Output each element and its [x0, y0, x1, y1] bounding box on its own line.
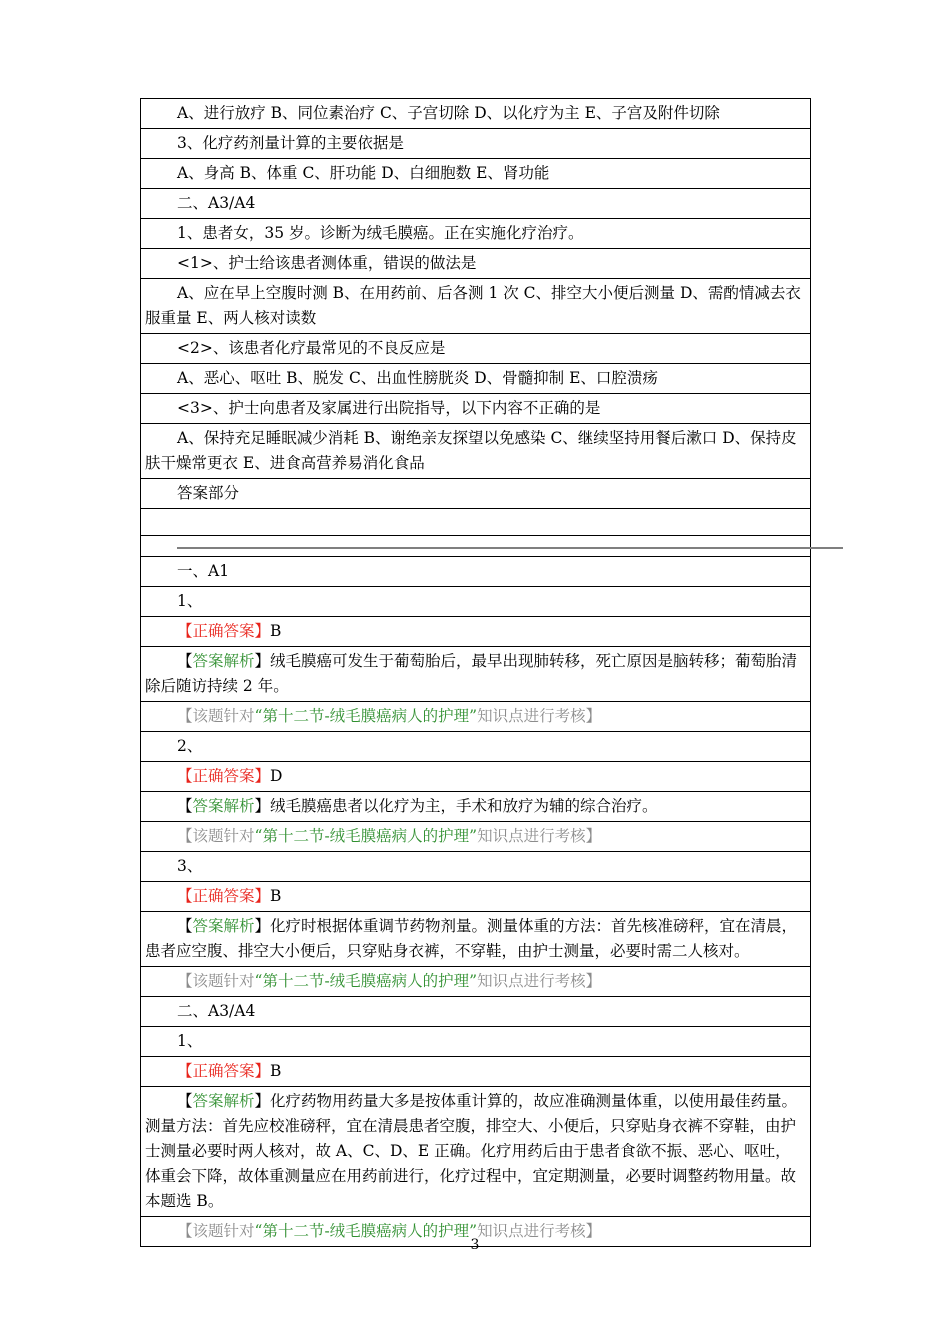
knowledge-point-note — [141, 822, 811, 852]
correct-answer-value: D — [270, 767, 283, 785]
note-prefix: 【该题针对 — [177, 972, 255, 990]
analysis-text: 化疗时根据体重调节药物剂量。测量体重的方法：首先核准磅秤，宜在清晨，患者应空腹、排空大小便后，只穿贴身衣裤，不穿鞋，由护士测量，必要时需二人核对。 — [145, 917, 798, 960]
bracket: 【 — [177, 917, 193, 935]
question-row: A、身高 B、体重 C、肝功能 D、白细胞数 E、肾功能 — [141, 159, 811, 189]
correct-answer-value: B — [270, 887, 282, 905]
note-topic: “第十二节-绒毛膜癌病人的护理” — [254, 972, 478, 990]
analysis-label: 答案解析 — [192, 1092, 255, 1110]
section-heading-a3a4: 二、A3/A4 — [141, 997, 811, 1027]
question-row: <3>、护士向患者及家属进行出院指导，以下内容不正确的是 — [141, 394, 811, 424]
document-table-container — [140, 98, 811, 1247]
bracket: 】 — [254, 1092, 271, 1110]
correct-answer-label: 【正确答案】 — [177, 622, 271, 640]
section-heading-a1: 一、A1 — [141, 557, 811, 587]
analysis-label: 答案解析 — [192, 797, 255, 815]
analysis-text: 化疗药物用药量大多是按体重计算的，故应准确测量体重，以使用最佳药量。测量方法：首先应校准磅秤，宜在清晨患者空腹，排空大、小便后，只穿贴身衣裤不穿鞋，由护士测量必要时两人核对，故 A、C、D、E 正确。化疗用药后由于患者食欲不振、恶心、呕吐，体重会下降，故体重测量应在用药前进行，化疗过程中，宜定期测量，必要时调整药物用量。故本题选 B。 — [145, 1092, 798, 1210]
analysis-text: 绒毛膜癌可发生于葡萄胎后，最早出现肺转移，死亡原因是脑转移；葡萄胎清除后随访持续 2 年。 — [145, 652, 798, 695]
horizontal-rule — [177, 547, 843, 549]
correct-answer-label: 【正确答案】 — [177, 767, 271, 785]
correct-answer-value: B — [270, 1062, 282, 1080]
answer-number: 2、 — [141, 732, 811, 762]
analysis-label: 答案解析 — [192, 652, 255, 670]
question-row: A、保持充足睡眠减少消耗 B、谢绝亲友探望以免感染 C、继续坚持用餐后漱口 D、保持皮肤干燥常更衣 E、进食高营养易消化食品 — [141, 424, 811, 479]
question-rows — [141, 99, 811, 536]
question-row: A、恶心、呕吐 B、脱发 C、出血性膀胱炎 D、骨髓抑制 E、口腔溃疡 — [141, 364, 811, 394]
answer-number: 3、 — [141, 852, 811, 882]
bracket: 】 — [254, 652, 271, 670]
question-row: <2>、该患者化疗最常见的不良反应是 — [141, 334, 811, 364]
analysis-text: 绒毛膜癌患者以化疗为主，手术和放疗为辅的综合治疗。 — [270, 797, 658, 815]
note-suffix: 知识点进行考核】 — [477, 707, 602, 725]
page-number: 3 — [470, 1237, 480, 1253]
correct-answer-label: 【正确答案】 — [177, 1062, 271, 1080]
question-table — [140, 98, 811, 1247]
answer-rows — [141, 536, 811, 1247]
analysis-label: 答案解析 — [192, 917, 255, 935]
question-row: A、进行放疗 B、同位素治疗 C、子宫切除 D、以化疗为主 E、子宫及附件切除 — [141, 99, 811, 129]
empty-row — [141, 509, 811, 536]
question-row: <1>、护士给该患者测体重，错误的做法是 — [141, 249, 811, 279]
note-topic: “第十二节-绒毛膜癌病人的护理” — [254, 707, 478, 725]
bracket: 】 — [254, 797, 271, 815]
note-prefix: 【该题针对 — [177, 827, 255, 845]
correct-answer-row — [141, 617, 811, 647]
question-row: 1、患者女，35 岁。诊断为绒毛膜癌。正在实施化疗治疗。 — [141, 219, 811, 249]
bracket: 【 — [177, 797, 193, 815]
note-suffix: 知识点进行考核】 — [477, 1222, 602, 1240]
note-topic: “第十二节-绒毛膜癌病人的护理” — [254, 827, 478, 845]
bracket: 【 — [177, 1092, 193, 1110]
separator-cell — [141, 536, 811, 557]
note-prefix: 【该题针对 — [177, 1222, 255, 1240]
analysis-row — [141, 647, 811, 702]
question-row: 3、化疗药剂量计算的主要依据是 — [141, 129, 811, 159]
analysis-row — [141, 912, 811, 967]
correct-answer-row — [141, 762, 811, 792]
correct-answer-row — [141, 1057, 811, 1087]
bracket: 】 — [254, 917, 271, 935]
bracket: 【 — [177, 652, 193, 670]
note-suffix: 知识点进行考核】 — [477, 827, 602, 845]
separator-row — [141, 536, 811, 557]
question-row: A、应在早上空腹时测 B、在用药前、后各测 1 次 C、排空大小便后测量 D、需酌情减去衣服重量 E、两人核对读数 — [141, 279, 811, 334]
knowledge-point-note — [141, 702, 811, 732]
note-topic: “第十二节-绒毛膜癌病人的护理” — [254, 1222, 478, 1240]
correct-answer-label: 【正确答案】 — [177, 887, 271, 905]
answer-number: 1、 — [141, 587, 811, 617]
analysis-row — [141, 1087, 811, 1217]
note-suffix: 知识点进行考核】 — [477, 972, 602, 990]
correct-answer-value: B — [270, 622, 282, 640]
correct-answer-row — [141, 882, 811, 912]
knowledge-point-note — [141, 967, 811, 997]
answer-number: 1、 — [141, 1027, 811, 1057]
question-row: 二、A3/A4 — [141, 189, 811, 219]
analysis-row — [141, 792, 811, 822]
note-prefix: 【该题针对 — [177, 707, 255, 725]
question-row: 答案部分 — [141, 479, 811, 509]
